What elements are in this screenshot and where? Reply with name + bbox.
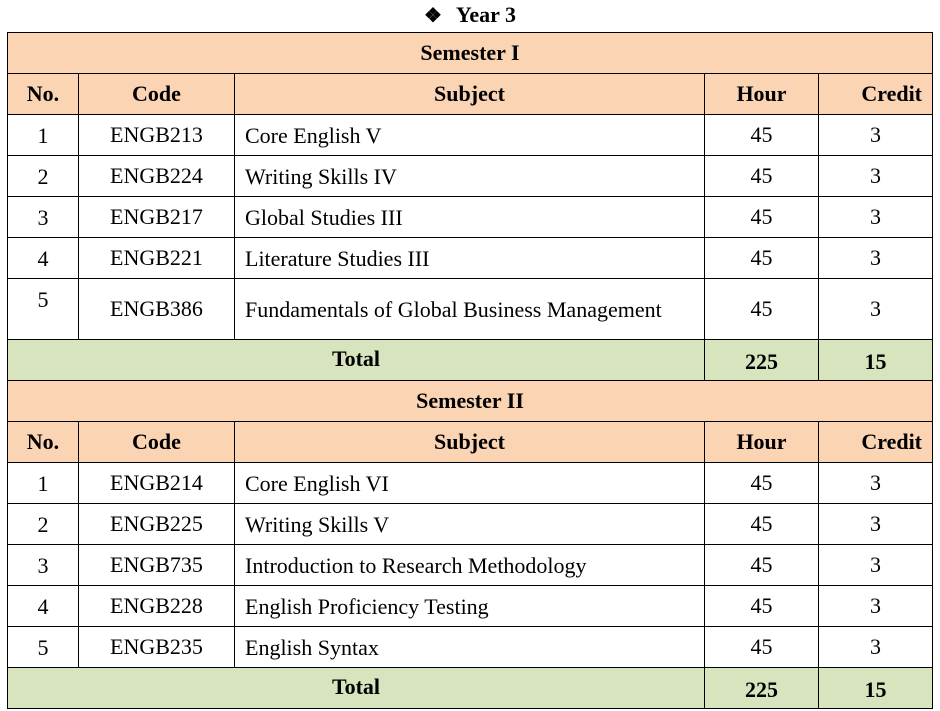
- table-row: [8, 545, 933, 586]
- row-code: ENGB213: [79, 115, 235, 156]
- row-subject: English Proficiency Testing: [235, 586, 705, 627]
- row-hour: 45: [705, 238, 819, 279]
- header-hour: Hour: [705, 422, 819, 463]
- semester-title: Semester I: [8, 33, 933, 74]
- row-code: ENGB735: [79, 545, 235, 586]
- curriculum-table: [7, 32, 933, 709]
- header-credit: Credit: [819, 422, 933, 463]
- header-hour: Hour: [705, 74, 819, 115]
- table-row: [8, 627, 933, 668]
- header-subject: Subject: [235, 74, 705, 115]
- row-hour: 45: [705, 463, 819, 504]
- total-hour: 225: [705, 340, 819, 381]
- total-label: Total: [8, 668, 705, 709]
- row-credit: 3: [819, 586, 933, 627]
- row-credit: 3: [819, 115, 933, 156]
- row-code: ENGB217: [79, 197, 235, 238]
- row-subject: Global Studies III: [235, 197, 705, 238]
- total-credit: 15: [819, 668, 933, 709]
- total-hour: 225: [705, 668, 819, 709]
- row-subject: Fundamentals of Global Business Management: [235, 279, 705, 340]
- row-no: 2: [8, 504, 79, 545]
- row-subject: Introduction to Research Methodology: [235, 545, 705, 586]
- row-hour: 45: [705, 627, 819, 668]
- header-subject: Subject: [235, 422, 705, 463]
- column-header-row: [8, 74, 933, 115]
- table-row: [8, 504, 933, 545]
- row-no: 4: [8, 238, 79, 279]
- row-subject: Core English VI: [235, 463, 705, 504]
- row-credit: 3: [819, 504, 933, 545]
- header-no: No.: [8, 74, 79, 115]
- row-no: 4: [8, 586, 79, 627]
- header-no: No.: [8, 422, 79, 463]
- row-no: 5: [8, 279, 79, 340]
- total-label: Total: [8, 340, 705, 381]
- row-hour: 45: [705, 197, 819, 238]
- row-hour: 45: [705, 545, 819, 586]
- row-hour: 45: [705, 279, 819, 340]
- table-row: [8, 238, 933, 279]
- semester-title: Semester II: [8, 381, 933, 422]
- row-credit: 3: [819, 156, 933, 197]
- row-code: ENGB235: [79, 627, 235, 668]
- row-hour: 45: [705, 156, 819, 197]
- row-no: 3: [8, 197, 79, 238]
- year-heading: [0, 0, 940, 30]
- row-subject: Writing Skills IV: [235, 156, 705, 197]
- row-code: ENGB228: [79, 586, 235, 627]
- row-credit: 3: [819, 545, 933, 586]
- row-hour: 45: [705, 586, 819, 627]
- column-header-row: [8, 422, 933, 463]
- total-row: [8, 668, 933, 709]
- row-subject: Core English V: [235, 115, 705, 156]
- year-title-text: Year 3: [455, 2, 517, 27]
- row-no: 1: [8, 115, 79, 156]
- table-row: [8, 197, 933, 238]
- row-no: 3: [8, 545, 79, 586]
- row-code: ENGB225: [79, 504, 235, 545]
- row-credit: 3: [819, 238, 933, 279]
- table-row: [8, 279, 933, 340]
- row-hour: 45: [705, 504, 819, 545]
- header-code: Code: [79, 422, 235, 463]
- total-credit: 15: [819, 340, 933, 381]
- semester-title-row: [8, 33, 933, 74]
- header-credit: Credit: [819, 74, 933, 115]
- row-no: 1: [8, 463, 79, 504]
- row-code: ENGB214: [79, 463, 235, 504]
- row-no: 2: [8, 156, 79, 197]
- table-row: [8, 156, 933, 197]
- row-hour: 45: [705, 115, 819, 156]
- table-row: [8, 463, 933, 504]
- row-code: ENGB386: [79, 279, 235, 340]
- diamond-bullet-icon: ❖: [423, 5, 442, 27]
- row-credit: 3: [819, 279, 933, 340]
- row-subject: Literature Studies III: [235, 238, 705, 279]
- total-row: [8, 340, 933, 381]
- row-credit: 3: [819, 197, 933, 238]
- table-row: [8, 115, 933, 156]
- row-subject: Writing Skills V: [235, 504, 705, 545]
- header-code: Code: [79, 74, 235, 115]
- row-subject: English Syntax: [235, 627, 705, 668]
- row-code: ENGB224: [79, 156, 235, 197]
- semester-title-row: [8, 381, 933, 422]
- row-code: ENGB221: [79, 238, 235, 279]
- table-row: [8, 586, 933, 627]
- row-no: 5: [8, 627, 79, 668]
- row-credit: 3: [819, 463, 933, 504]
- row-credit: 3: [819, 627, 933, 668]
